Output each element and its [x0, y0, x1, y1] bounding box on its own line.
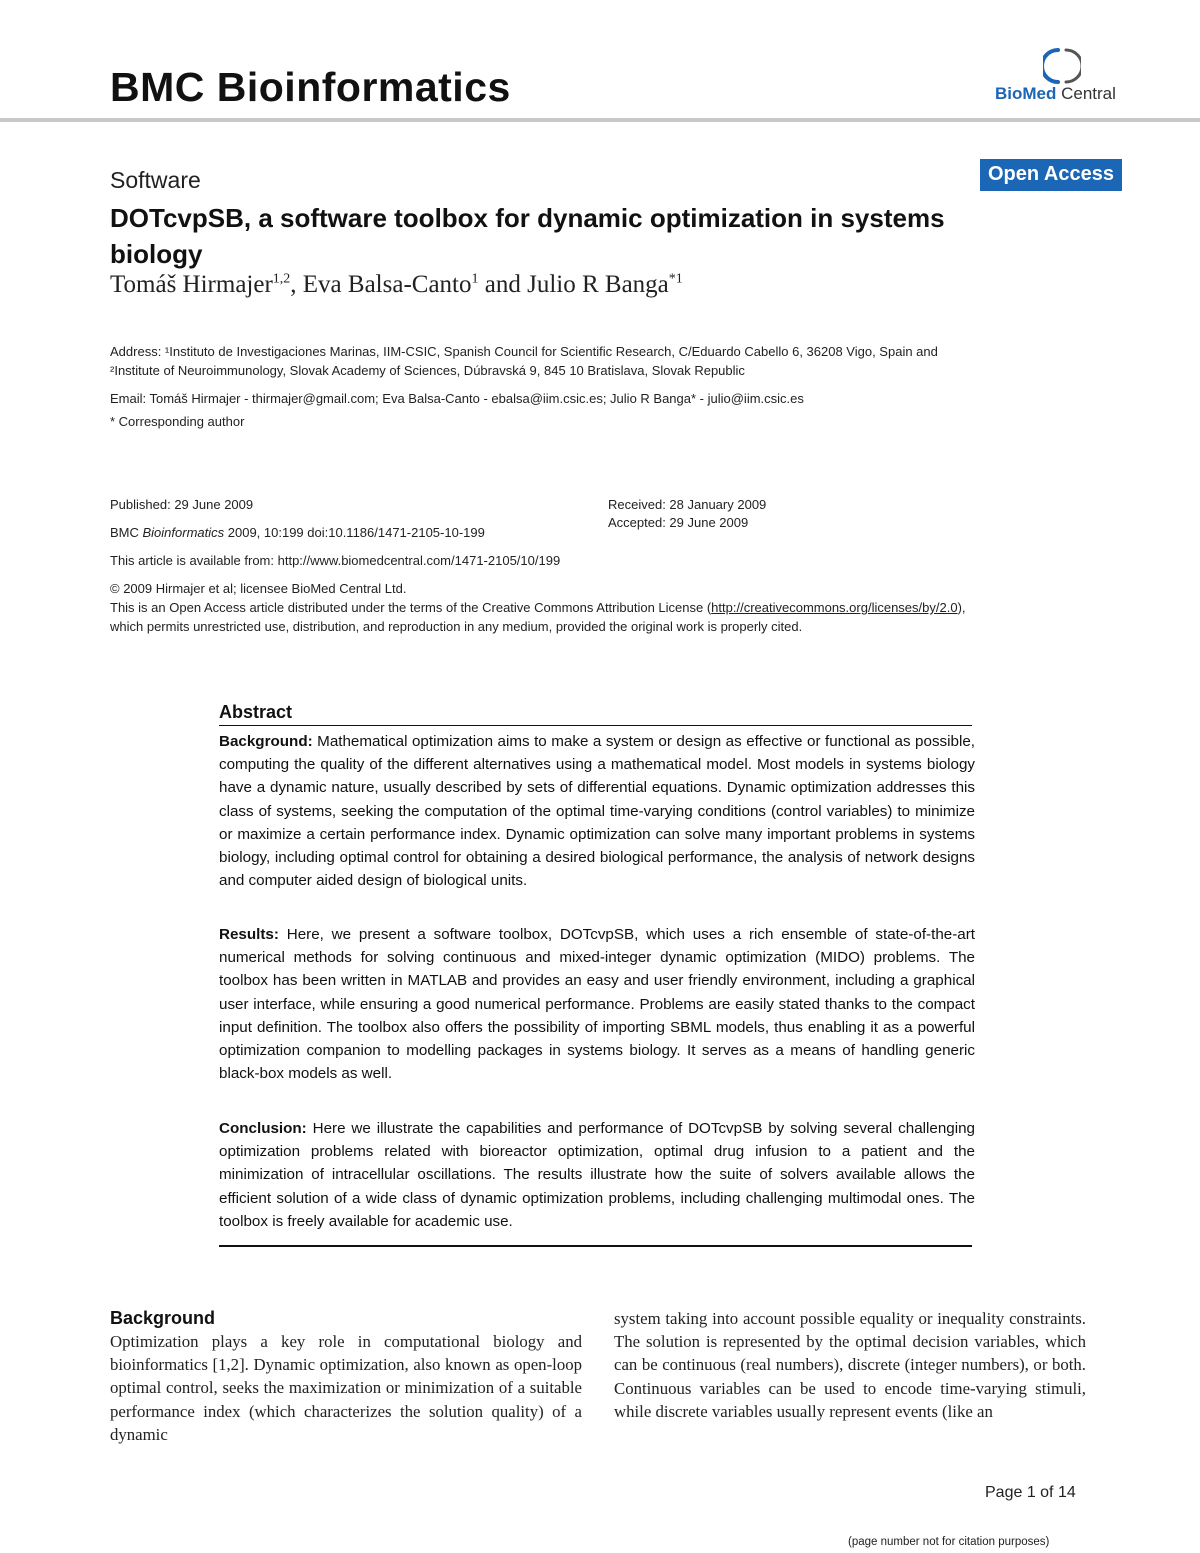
abstract-text: Here we illustrate the capabilities and performance of DOTcvpSB by solving several challenging optimization problems related with bioreactor optimization, optimal drug infusion to a patient and the minimization of intracellular oscillations. The results illustrate how the suite of solvers available allows the efficient solution of a wide class of dynamic optimization problems, including challenging multimodal ones. The toolbox is freely available for academic use.: [219, 1120, 975, 1230]
abstract-top-rule: [219, 725, 972, 726]
citation-doi: 2009, 10:199 doi:10.1186/1471-2105-10-199: [224, 525, 485, 540]
abstract-text: Mathematical optimization aims to make a system or design as effective or functional as possible, computing the quality of the different alternatives using a mathematical model. Most models in systems biology have a dynamic nature, usually described by sets of differential equations. Dynamic optimization addresses this class of systems, seeking the computation of the optimal time-varying conditions (control variables) to minimize or maximize a certain performance index. Dynamic optimization can solve many important problems in systems biology, including optimal control for obtaining a desired biological performance, the analysis of network designs and computer aided design of biological units.: [219, 733, 975, 890]
author-name: Tomáš Hirmajer: [110, 271, 273, 298]
citation-journal: BMC: [110, 525, 143, 540]
author-separator: and: [478, 271, 528, 298]
author-affiliation: 1,2: [272, 271, 291, 287]
abstract-conclusion: [219, 1117, 975, 1233]
abstract-background: [219, 730, 975, 892]
address-block: [110, 342, 938, 380]
author-list: [110, 271, 683, 299]
abstract-label: Results:: [219, 926, 279, 943]
published-date: Published: 29 June 2009: [110, 497, 254, 512]
body-right-column: system taking into account possible equality or inequality constraints. The solution is represented by the optimal decision variables, which can be continuous (real numbers), discrete (integer numbers), or both. Continuous variables can be used to encode time-varying stimuli, while discrete variables usually represent events (like an: [614, 1309, 1086, 1421]
abstract-bottom-rule: [219, 1245, 972, 1247]
license-link[interactable]: http://creativecommons.org/licenses/by/2.0: [711, 600, 958, 615]
header-rule: [0, 118, 1200, 122]
received-date: Received: 28 January 2009: [608, 497, 767, 512]
corresponding-author-note: * Corresponding author: [110, 414, 245, 429]
open-access-badge: Open Access: [980, 159, 1122, 191]
author-separator: ,: [290, 271, 303, 298]
copyright-line: © 2009 Hirmajer et al; licensee BioMed Central Ltd.: [110, 581, 407, 596]
article-url-line[interactable]: This article is available from: http://www.biomedcentral.com/1471-2105/10/199: [110, 553, 561, 568]
author-affiliation: *1: [668, 271, 683, 287]
address-line: Address: ¹Instituto de Investigaciones Marinas, IIM-CSIC, Spanish Council for Scientific Research, C/Eduardo Cabello 6, 36208 Vigo, Spain and: [110, 344, 938, 359]
citation-journal-italic: Bioinformatics: [142, 525, 225, 540]
journal-title: BMC Bioinformatics: [110, 64, 511, 110]
author-name: Eva Balsa-Canto: [302, 271, 472, 298]
address-line: ²Institute of Neuroimmunology, Slovak Academy of Sciences, Dúbravská 9, 845 10 Bratislava, Slovak Republic: [110, 363, 745, 378]
page-number: Page 1 of 14: [985, 1484, 1076, 1501]
section-heading-background: Background: [110, 1308, 216, 1328]
abstract-label: Conclusion:: [219, 1120, 307, 1137]
abstract-heading: Abstract: [219, 702, 293, 722]
biomed-logo-text: BioMed Central: [995, 84, 1116, 103]
license-text: ),: [957, 600, 966, 615]
biomed-logo-arc-icon: [1043, 46, 1081, 86]
article-type: Software: [110, 167, 201, 193]
author-name: Julio R Banga: [527, 271, 669, 298]
page-number-note: (page number not for citation purposes): [848, 1536, 1050, 1548]
accepted-date: Accepted: 29 June 2009: [608, 515, 749, 530]
abstract-label: Background:: [219, 733, 313, 750]
license-text: This is an Open Access article distributed under the terms of the Creative Commons Attribution License (: [110, 600, 712, 615]
license-line-2: which permits unrestricted use, distribution, and reproduction in any medium, provided the original work is properly cited.: [110, 619, 803, 634]
author-affiliation: 1: [471, 271, 479, 287]
body-left-column: Optimization plays a key role in computational biology and bioinformatics [1,2]. Dynamic optimization, also known as open-loop optimal control, seeks the maximization or minimization of a suitable performance index (which characterizes the solution quality) of a dynamic: [110, 1332, 582, 1444]
biomed-central-logo: [995, 46, 1145, 108]
email-line: Email: Tomáš Hirmajer - thirmajer@gmail.com; Eva Balsa-Canto - ebalsa@iim.csic.es; Julio R Banga* - julio@iim.csic.es: [110, 391, 804, 406]
abstract-text: Here, we present a software toolbox, DOTcvpSB, which uses a rich ensemble of state-of-the-art numerical methods for solving continuous and mixed-integer dynamic optimization (MIDO) problems. The toolbox has been written in MATLAB and provides an easy and user friendly environment, including a graphical user interface, while ensuring a good numerical performance. Problems are easily stated thanks to the compact input definition. The toolbox also offers the possibility of importing SBML models, thus enabling it as a powerful optimization companion to modelling packages in systems biology. It serves as a means of handling generic black-box models as well.: [219, 926, 975, 1083]
article-title: DOTcvpSB, a software toolbox for dynamic optimization in systems biology: [110, 203, 945, 269]
abstract-results: [219, 923, 975, 1085]
license-line: [110, 598, 966, 617]
citation-line: [110, 523, 485, 542]
